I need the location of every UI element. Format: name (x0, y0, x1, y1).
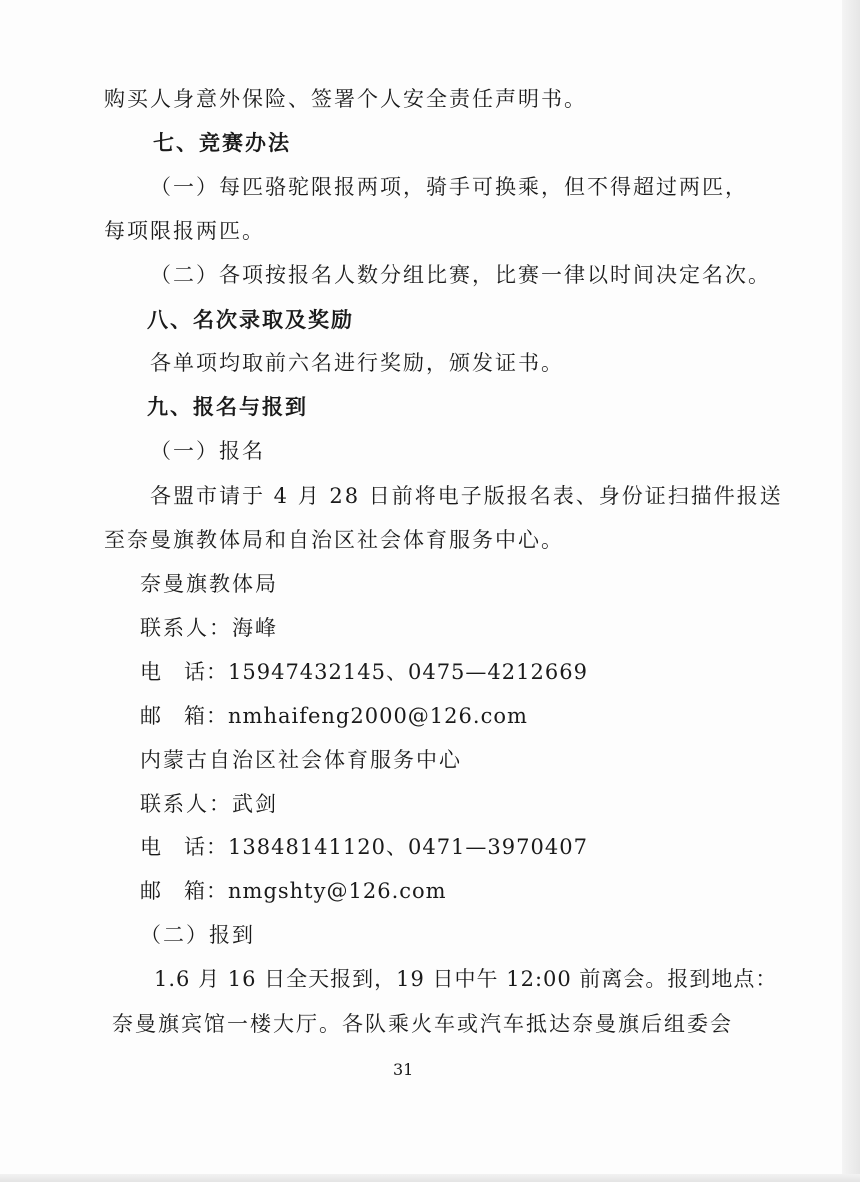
text-line-rule-1-cont: 每项限报两匹。 (104, 219, 265, 243)
text-line-check-in-details-cont: 奈曼旗宾馆一楼大厅。各队乘火车或汽车抵达奈曼旗后组委会 (112, 1012, 733, 1036)
contact-email-sports-center: 邮 箱：nmgshty@126.com (140, 879, 447, 903)
text-line-insurance: 购买人身意外保险、签署个人安全责任声明书。 (104, 87, 587, 111)
contact-org-naiman: 奈曼旗教体局 (140, 572, 278, 596)
text-line-awards: 各单项均取前六名进行奖励，颁发证书。 (150, 351, 564, 375)
scan-edge-right (842, 0, 860, 1182)
text-line-rule-1: （一）每匹骆驼限报两项，骑手可换乘，但不得超过两匹， (150, 175, 748, 199)
contact-phone-naiman: 电 话：15947432145、0475—4212669 (140, 660, 588, 684)
contact-person-naiman: 联系人：海峰 (140, 616, 278, 640)
text-line-check-in-details: 1.6 月 16 日全天报到，19 日中午 12:00 前离会。报到地点： (154, 967, 778, 991)
subheading-check-in: （二）报到 (140, 923, 255, 947)
subheading-registration: （一）报名 (150, 439, 265, 463)
contact-org-sports-center: 内蒙古自治区社会体育服务中心 (140, 748, 462, 772)
text-line-registration-instructions: 各盟市请于 4 月 28 日前将电子版报名表、身份证扫描件报送 (150, 484, 783, 508)
page-number: 31 (393, 1060, 414, 1079)
section-heading-awards: 八、名次录取及奖励 (147, 308, 354, 332)
text-line-rule-2: （二）各项按报名人数分组比赛，比赛一律以时间决定名次。 (150, 263, 771, 287)
text-line-registration-instructions-cont: 至奈曼旗教体局和自治区社会体育服务中心。 (104, 528, 564, 552)
contact-person-sports-center: 联系人：武剑 (140, 792, 278, 816)
section-heading-competition-method: 七、竞赛办法 (153, 131, 291, 155)
section-heading-registration: 九、报名与报到 (147, 395, 308, 419)
contact-phone-sports-center: 电 话：13848141120、0471—3970407 (140, 835, 588, 859)
scan-edge-bottom (0, 1174, 860, 1182)
contact-email-naiman: 邮 箱：nmhaifeng2000@126.com (140, 704, 528, 728)
